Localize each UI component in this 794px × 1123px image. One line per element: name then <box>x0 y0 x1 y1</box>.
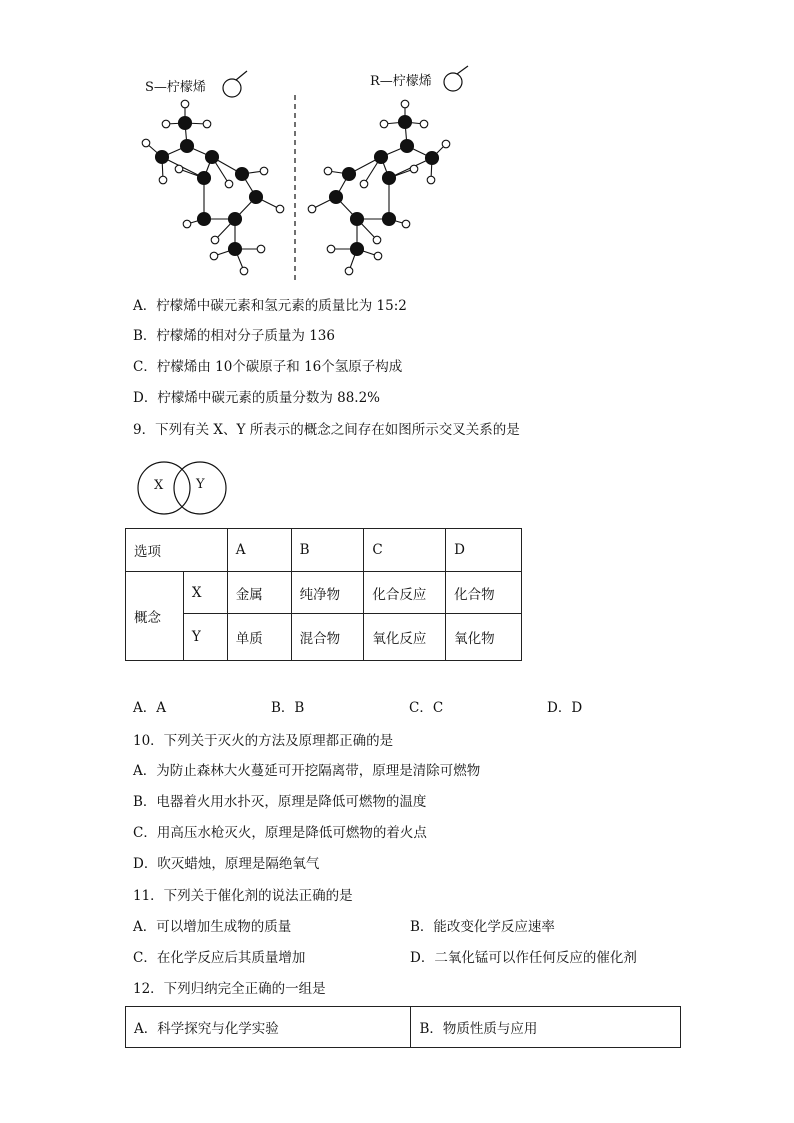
light-source-icon-right <box>444 73 462 91</box>
q10-option-c: C．用高压水枪灭火，原理是降低可燃物的着火点 <box>133 825 427 841</box>
q12-stem: 12．下列归纳完全正确的一组是 <box>133 981 326 997</box>
q9-stem: 9．下列有关 X、Y 所表示的概念之间存在如图所示交叉关系的是 <box>133 422 520 438</box>
q12-cell-b: B．物质性质与应用 <box>411 1007 681 1048</box>
q9-option-a: A．A <box>133 700 166 716</box>
limonene-enantiomers-figure <box>0 0 794 290</box>
q11-stem: 11．下列关于催化剂的说法正确的是 <box>133 888 353 904</box>
q12-table <box>125 1006 681 1048</box>
venn-diagram <box>136 459 232 519</box>
q8-option-c: C．柠檬烯由 10个碳原子和 16个氢原子构成 <box>133 359 403 375</box>
q11-option-d: D．二氧化锰可以作任何反应的催化剂 <box>410 950 637 966</box>
q8-option-d: D．柠檬烯中碳元素的质量分数为 88.2% <box>133 390 381 406</box>
q11-option-a: A．可以增加生成物的质量 <box>133 919 292 935</box>
table-header-option: 选项 <box>126 529 228 572</box>
q11-option-c: C．在化学反应后其质量增加 <box>133 950 306 966</box>
table-row-x-label: X <box>183 572 227 614</box>
table-cell: 化合反应 <box>364 572 446 614</box>
light-source-icon-left <box>223 79 241 97</box>
q11-option-b: B．能改变化学反应速率 <box>410 919 555 935</box>
table-col-d: D <box>446 529 522 572</box>
venn-label-y: Y <box>196 477 205 492</box>
q9-option-b: B．B <box>271 700 305 716</box>
q9-option-c: C．C <box>409 700 444 716</box>
s-limonene-label: S—柠檬烯 <box>145 80 206 95</box>
s-limonene-model <box>142 100 284 275</box>
q10-option-d: D．吹灭蜡烛，原理是隔绝氧气 <box>133 856 320 872</box>
table-concept-label: 概念 <box>126 572 184 661</box>
q10-option-b: B．电器着火用水扑灭，原理是降低可燃物的温度 <box>133 794 427 810</box>
table-col-b: B <box>291 529 364 572</box>
q10-stem: 10．下列关于灭火的方法及原理都正确的是 <box>133 733 394 749</box>
q9-option-d: D．D <box>547 700 583 716</box>
table-col-a: A <box>227 529 291 572</box>
q10-option-a: A．为防止森林大火蔓延可开挖隔离带，原理是清除可燃物 <box>133 763 481 779</box>
venn-label-x: X <box>154 478 164 493</box>
r-limonene-model <box>308 100 450 275</box>
q8-option-b: B．柠檬烯的相对分子质量为 136 <box>133 328 335 344</box>
table-cell: 纯净物 <box>291 572 364 614</box>
table-cell: 氧化物 <box>446 614 522 661</box>
table-row-y-label: Y <box>183 614 227 661</box>
q12-cell-a: A．科学探究与化学实验 <box>126 1007 411 1048</box>
table-cell: 化合物 <box>446 572 522 614</box>
table-cell: 氧化反应 <box>364 614 446 661</box>
table-cell: 金属 <box>227 572 291 614</box>
table-cell: 混合物 <box>291 614 364 661</box>
r-limonene-label: R—柠檬烯 <box>370 74 432 89</box>
table-col-c: C <box>364 529 446 572</box>
table-cell: 单质 <box>227 614 291 661</box>
q8-option-a: A．柠檬烯中碳元素和氢元素的质量比为 15:2 <box>133 298 407 314</box>
q9-table <box>125 528 522 661</box>
